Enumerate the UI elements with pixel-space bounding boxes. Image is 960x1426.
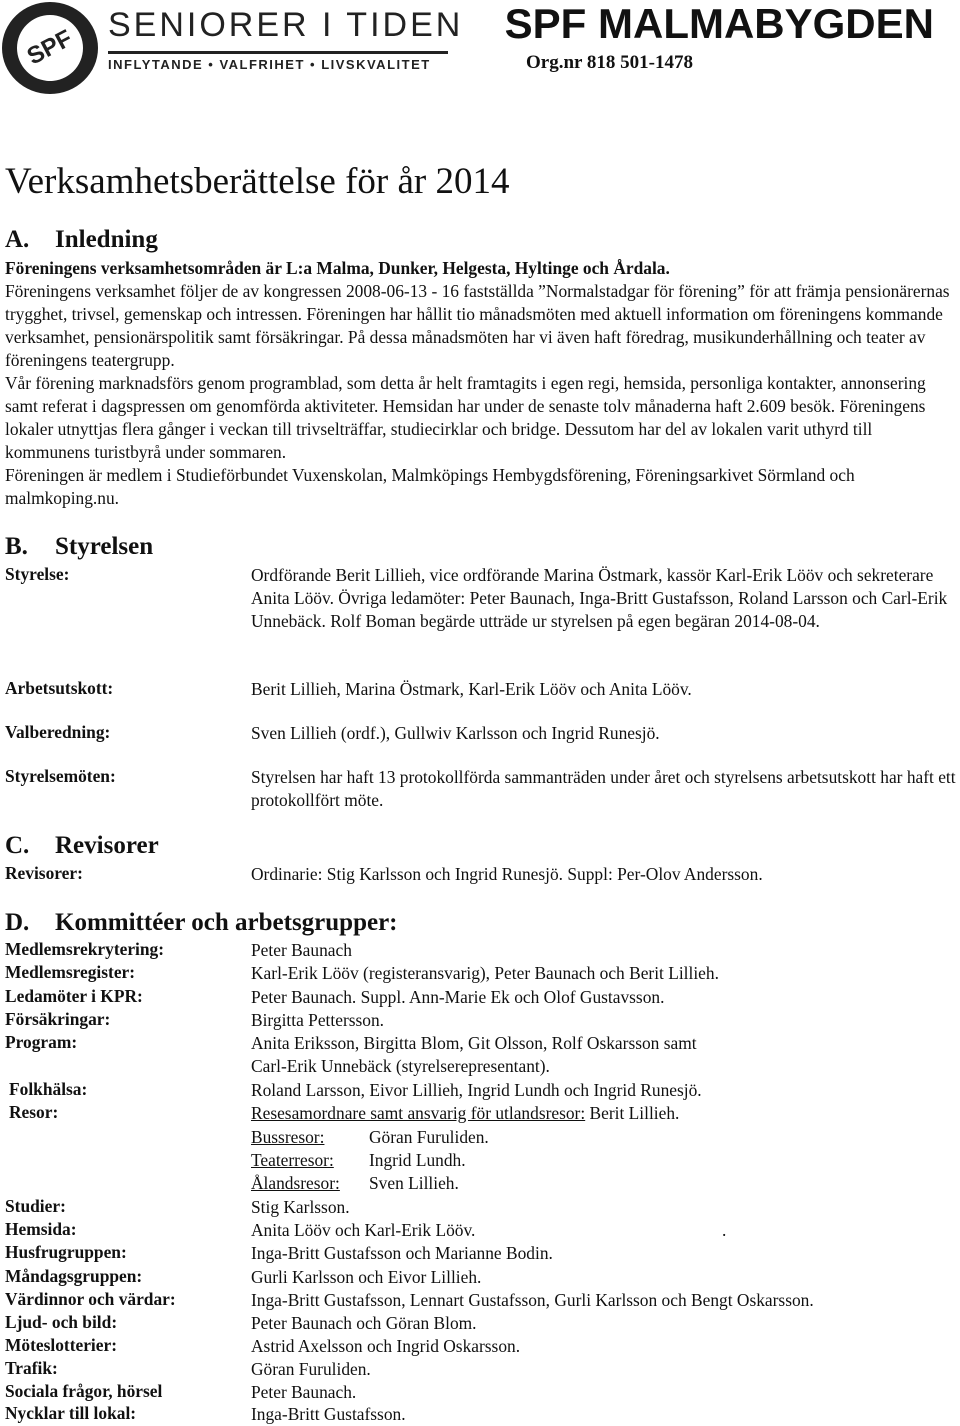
- value-program: Anita Eriksson, Birgitta Blom, Git Olsson, Rolf Oskarsson samt: [251, 1033, 697, 1053]
- section-a-paragraph-3: Föreningen är medlem i Studieförbundet Vuxenskolan, Malmköpings Hembygdsförening, Föreningsarkivet Sörmland och malmkoping.nu.: [5, 465, 855, 508]
- hemsida-trailing-dot: .: [722, 1220, 727, 1240]
- label-program: Program:: [5, 1032, 78, 1052]
- section-c-letter: C.: [5, 832, 30, 859]
- section-a-name: Inledning: [55, 226, 158, 253]
- label-hemsida: Hemsida:: [5, 1219, 77, 1239]
- value-program-line-2: Carl-Erik Unnebäck (styrelserepresentant).: [251, 1056, 550, 1076]
- value-teaterresor: [251, 1149, 956, 1172]
- label-forsakringar: Försäkringar:: [5, 1009, 111, 1029]
- value-nycklar: Inga-Britt Gustafsson.: [251, 1404, 406, 1424]
- label-bussresor: Bussresor:: [251, 1127, 325, 1147]
- spf-logo: [2, 2, 98, 94]
- section-a-paragraph-1: Föreningens verksamhet följer de av kongressen 2008-06-13 - 16 fastställda ”Normalstadgar för förening” för att främja pensionärernas trygghet, trivsel, gemenskap och intressen. Föreningen har hållit tio månadsmöten med aktuell information om föreningens kommande verksamhet, pensionärspolitik samt försäkringar. På dessa månadsmöten har vi även haft föredrag, musikunderhållning och teater av föreningens teatergrupp.: [5, 281, 950, 370]
- label-studier: Studier:: [5, 1196, 66, 1216]
- label-kpr: Ledamöter i KPR:: [5, 986, 143, 1006]
- logo-letters: SPF: [5, 3, 94, 92]
- alandsresor-name: Sven Lillieh.: [369, 1173, 459, 1193]
- section-a-heading: [5, 226, 158, 254]
- label-arbetsutskott: Arbetsutskott:: [5, 678, 114, 698]
- value-sociala-fragor: Peter Baunach.: [251, 1382, 357, 1402]
- value-kpr: Peter Baunach. Suppl. Ann-Marie Ek och Olof Gustavsson.: [251, 987, 665, 1007]
- label-moteslotterier: Möteslotterier:: [5, 1335, 117, 1355]
- value-medlemsrekrytering: Peter Baunach: [251, 940, 352, 960]
- section-a-bold-line: Föreningens verksamhetsområden är L:a Malma, Dunker, Helgesta, Hyltinge och Årdala.: [5, 258, 670, 278]
- section-d-name: Kommittéer och arbetsgrupper:: [55, 909, 398, 936]
- value-arbetsutskott: Berit Lillieh, Marina Östmark, Karl-Erik Lööv och Anita Lööv.: [251, 679, 692, 699]
- resor-coordinator-label: Resesamordnare samt ansvarig för utlandsresor:: [251, 1103, 586, 1123]
- org-name: SPF MALMABYGDEN: [504, 0, 934, 47]
- section-a-paragraph-2: Vår förening marknadsförs genom programblad, som detta år helt framtagits i egen regi, hemsida, personliga kontakter, annonsering samt referat i dagspressen om genomförda aktiviteter. Hemsidan har under de senaste tolv månaderna haft 2.609 besök. Föreningens lokaler utnyttjas flera gånger i veckan till trivselträffar, studiecirklar och bridge. Dessutom har del av lokalen varit uthyrd till kommunens turistbyrå under sommaren.: [5, 373, 926, 462]
- logo-title: SENIORER I TIDEN: [108, 6, 464, 44]
- label-medlemsrekrytering: Medlemsrekrytering:: [5, 939, 165, 959]
- label-styrelse: Styrelse:: [5, 564, 70, 584]
- label-revisorer: Revisorer:: [5, 863, 83, 883]
- label-sociala-fragor: Sociala frågor, hörsel: [5, 1381, 163, 1401]
- value-ljud-bild: Peter Baunach och Göran Blom.: [251, 1313, 477, 1333]
- label-husfrugruppen: Husfrugruppen:: [5, 1242, 127, 1262]
- value-mandagsgruppen: Gurli Karlsson och Eivor Lillieh.: [251, 1267, 482, 1287]
- value-styrelsemoten: Styrelsen har haft 13 protokollförda sammanträden under året och styrelsens arbetsutskott har haft ett protokollfört möte.: [251, 767, 956, 810]
- section-d-letter: D.: [5, 909, 30, 936]
- section-d-heading: [5, 909, 398, 937]
- value-trafik: Göran Furuliden.: [251, 1359, 371, 1379]
- value-revisorer: Ordinarie: Stig Karlsson och Ingrid Runesjö. Suppl: Per-Olov Andersson.: [251, 864, 763, 884]
- org-number: Org.nr 818 501-1478: [526, 52, 693, 73]
- label-vardinnor: Värdinnor och värdar:: [5, 1289, 176, 1309]
- value-moteslotterier: Astrid Axelsson och Ingrid Oskarsson.: [251, 1336, 521, 1356]
- bussresor-name: Göran Furuliden.: [369, 1127, 489, 1147]
- value-styrelse: Ordförande Berit Lillieh, vice ordförande Marina Östmark, kassör Karl-Erik Lööv och sekreterare Anita Lööv. Övriga ledamöter: Peter Baunach, Inga-Britt Gustafsson, Roland Larsson och Carl-Erik Unnebäck. Rolf Boman begärde utträde ur styrelsen på egen begäran 2014-08-04.: [251, 565, 948, 631]
- value-resor: [251, 1102, 956, 1125]
- value-folkhalsa: Roland Larsson, Eivor Lillieh, Ingrid Lundh och Ingrid Runesjö.: [251, 1080, 702, 1100]
- section-b-heading: [5, 533, 153, 561]
- section-c-heading: [5, 832, 159, 860]
- section-a-letter: A.: [5, 226, 30, 253]
- document-title: Verksamhetsberättelse för år 2014: [5, 161, 510, 202]
- teaterresor-name: Ingrid Lundh.: [369, 1150, 466, 1170]
- value-vardinnor: Inga-Britt Gustafsson, Lennart Gustafsson, Gurli Karlsson och Bengt Oskarsson.: [251, 1290, 814, 1310]
- label-nycklar: Nycklar till lokal:: [5, 1403, 137, 1423]
- section-b-name: Styrelsen: [55, 533, 154, 560]
- resor-coordinator-name: Berit Lillieh.: [585, 1103, 680, 1123]
- value-forsakringar: Birgitta Pettersson.: [251, 1010, 385, 1030]
- label-folkhalsa: Folkhälsa:: [9, 1079, 88, 1099]
- label-trafik: Trafik:: [5, 1358, 58, 1378]
- value-bussresor: [251, 1126, 956, 1149]
- value-medlemsregister: Karl-Erik Lööv (registeransvarig), Peter Baunach och Berit Lillieh.: [251, 963, 719, 983]
- section-c-name: Revisorer: [55, 832, 159, 859]
- label-medlemsregister: Medlemsregister:: [5, 962, 136, 982]
- label-alandsresor: Ålandsresor:: [251, 1173, 340, 1193]
- label-styrelsemoten: Styrelsemöten:: [5, 766, 116, 786]
- value-alandsresor: [251, 1172, 956, 1195]
- section-b-letter: B.: [5, 533, 28, 560]
- value-husfrugruppen: Inga-Britt Gustafsson och Marianne Bodin.: [251, 1243, 553, 1263]
- label-teaterresor: Teaterresor:: [251, 1150, 334, 1170]
- value-hemsida: Anita Lööv och Karl-Erik Lööv.: [251, 1220, 476, 1240]
- label-mandagsgruppen: Måndagsgruppen:: [5, 1266, 143, 1286]
- logo-divider: [108, 51, 448, 54]
- label-ljud-bild: Ljud- och bild:: [5, 1312, 118, 1332]
- label-valberedning: Valberedning:: [5, 722, 111, 742]
- value-studier: Stig Karlsson.: [251, 1197, 350, 1217]
- label-resor: Resor:: [9, 1102, 59, 1122]
- value-valberedning: Sven Lillieh (ordf.), Gullwiv Karlsson och Ingrid Runesjö.: [251, 723, 660, 743]
- logo-tagline: INFLYTANDE • VALFRIHET • LIVSKVALITET: [108, 57, 431, 72]
